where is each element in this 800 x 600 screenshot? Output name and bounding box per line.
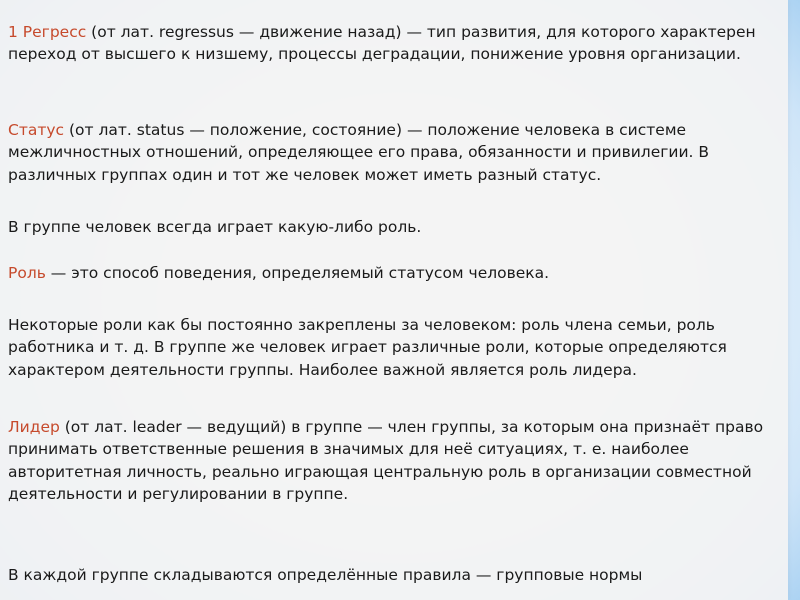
paragraph-roles-fixed bbox=[8, 314, 784, 381]
term-status: Статус bbox=[8, 121, 65, 139]
paragraph-status bbox=[8, 119, 784, 186]
paragraph-norms bbox=[8, 564, 784, 586]
definition-leader-continued: деятельности и регулировании в группе. bbox=[8, 485, 349, 504]
definition-regress: (от лат. regressus — движение назад) — тип развития, для которого характерен переход от высшего к низшему, процессы деградации, понижение уровня организации. bbox=[8, 23, 756, 64]
paragraph-role bbox=[8, 262, 784, 284]
definition-leader: (от лат. leader — ведущий) в группе — член группы, за которым она признаёт право принимать ответственные решения в значимых для неё ситуациях, т. е. наиболее авторитетная личность, реально играющая центральную роль в организации совместной bbox=[8, 418, 764, 481]
paragraph-role-intro bbox=[8, 216, 784, 238]
term-leader: Лидер bbox=[8, 418, 60, 436]
term-regress: 1 Регресс bbox=[8, 23, 87, 41]
norms-text: В каждой группе складываются определённые правила — групповые нормы bbox=[8, 566, 643, 584]
paragraph-leader bbox=[8, 416, 784, 506]
term-role: Роль bbox=[8, 264, 46, 282]
definition-status: (от лат. status — положение, состояние) — положение человека в системе межличностных отношений, определяющее его права, обязанности и привилегии. В различных группах один и тот же человек может иметь разный статус. bbox=[8, 121, 710, 184]
roles-fixed-text: Некоторые роли как бы постоянно закреплены за человеком: роль члена семьи, роль работника и т. д. В группе же человек играет различные роли, которые определяются характером деятельности группы. Наиболее важной является роль лидера. bbox=[8, 316, 727, 379]
definition-role: — это способ поведения, определяемый статусом человека. bbox=[45, 264, 550, 282]
role-intro-text: В группе человек всегда играет какую-либо роль. bbox=[8, 218, 422, 236]
paragraph-regress bbox=[8, 21, 784, 66]
